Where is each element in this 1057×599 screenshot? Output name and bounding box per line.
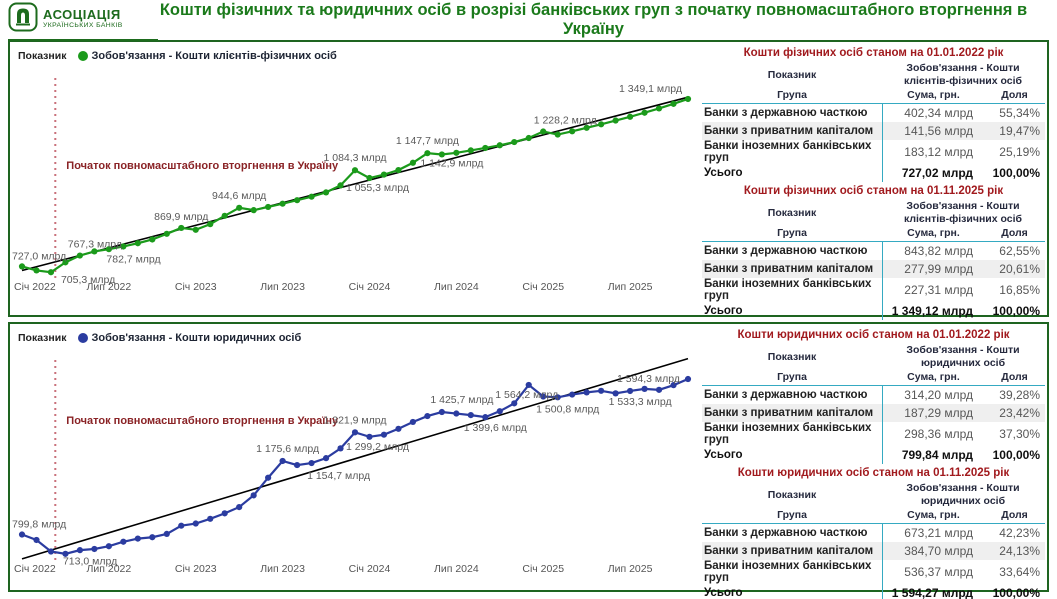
group-cell: Банки з державною часткою <box>704 389 868 401</box>
data-point[interactable] <box>424 413 430 419</box>
aub-logo <box>8 2 158 41</box>
share-cell: 100,00% <box>992 166 1040 180</box>
data-point[interactable] <box>468 412 474 418</box>
data-label: 869,9 млрд <box>154 210 209 223</box>
data-point[interactable] <box>164 231 170 237</box>
data-point[interactable] <box>670 101 676 107</box>
invasion-annotation: Початок повномасштабного вторгнення в Україну <box>66 415 339 427</box>
indicator-header: Показник <box>767 489 817 501</box>
table-row[interactable] <box>702 260 1045 278</box>
data-point[interactable] <box>453 150 459 156</box>
data-point[interactable] <box>410 160 416 166</box>
data-point[interactable] <box>598 121 604 127</box>
data-point[interactable] <box>613 117 619 123</box>
x-axis-tick: Січ 2025 <box>522 281 565 293</box>
share-cell: 20,61% <box>999 262 1040 276</box>
logo-line1: АСОЦІАЦІЯ <box>43 7 121 23</box>
data-label: 1 321,9 млрд <box>323 414 387 427</box>
data-point[interactable] <box>178 523 184 529</box>
individuals-tables-column <box>700 42 1047 318</box>
individuals-table-2025 <box>702 182 1045 320</box>
data-point[interactable] <box>627 388 633 394</box>
share-cell: 16,85% <box>999 283 1040 297</box>
table-row[interactable] <box>702 278 1045 302</box>
table-row[interactable] <box>702 542 1045 560</box>
data-label: 944,6 млрд <box>212 189 267 202</box>
data-point[interactable] <box>453 410 459 416</box>
data-point[interactable] <box>555 131 561 137</box>
data-point[interactable] <box>193 227 199 233</box>
data-point[interactable] <box>207 516 213 522</box>
data-point[interactable] <box>381 432 387 438</box>
data-point[interactable] <box>468 147 474 153</box>
share-cell: 25,19% <box>999 145 1040 159</box>
chart-legend <box>10 324 700 352</box>
data-point[interactable] <box>222 510 228 516</box>
share-cell: 24,13% <box>999 544 1040 558</box>
data-label: 1 055,3 млрд <box>345 182 409 195</box>
data-point[interactable] <box>482 414 488 420</box>
group-cell: Банки з приватним капіталом <box>704 545 874 557</box>
x-axis-tick: Лип 2024 <box>433 281 479 293</box>
legal-entities-table-2025 <box>702 464 1045 599</box>
data-point[interactable] <box>33 537 39 543</box>
data-point[interactable] <box>294 197 300 203</box>
data-point[interactable] <box>149 534 155 540</box>
amount-cell: 227,31 млрд <box>882 278 985 302</box>
data-point[interactable] <box>178 225 184 231</box>
amount-cell: 141,56 млрд <box>882 122 985 140</box>
table-header <box>702 481 1045 509</box>
data-point[interactable] <box>511 400 517 406</box>
amount-cell: 298,36 млрд <box>882 422 985 446</box>
data-point[interactable] <box>569 391 575 397</box>
indicator-header: Показник <box>767 207 817 219</box>
group-cell: Банки іноземних банківських груп <box>704 422 872 446</box>
group-cell: Банки іноземних банківських груп <box>704 560 872 584</box>
table-row[interactable] <box>702 242 1045 260</box>
x-axis-tick: Лип 2022 <box>86 281 132 293</box>
data-point[interactable] <box>222 213 228 219</box>
data-point[interactable] <box>685 96 691 102</box>
table-header <box>702 61 1045 89</box>
data-point[interactable] <box>410 419 416 425</box>
data-point[interactable] <box>135 536 141 542</box>
legend-series-dot[interactable] <box>78 333 88 343</box>
amount-cell: 187,29 млрд <box>882 404 985 422</box>
data-label: 1 228,2 млрд <box>533 114 597 127</box>
x-axis-tick: Лип 2025 <box>607 563 653 575</box>
data-point[interactable] <box>482 145 488 151</box>
individuals-chart-column <box>10 42 700 315</box>
legal-entities-tables-column <box>700 324 1047 599</box>
table-row[interactable] <box>702 446 1045 464</box>
table-row[interactable] <box>702 422 1045 446</box>
data-point[interactable] <box>106 543 112 549</box>
amount-cell: 536,37 млрд <box>882 560 985 584</box>
table-header <box>702 199 1045 227</box>
column-headers: Група Сума, грн. Доля <box>702 227 1045 242</box>
x-axis-tick: Лип 2025 <box>607 281 653 293</box>
table-header <box>702 343 1045 371</box>
data-point[interactable] <box>251 207 257 213</box>
data-point[interactable] <box>251 492 257 498</box>
logo-line2: УКРАЇНСЬКИХ БАНКІВ <box>43 22 123 30</box>
data-point[interactable] <box>294 462 300 468</box>
x-axis-tick: Січ 2024 <box>348 281 391 293</box>
data-point[interactable] <box>135 240 141 246</box>
x-axis-tick: Січ 2022 <box>14 563 56 575</box>
data-point[interactable] <box>656 387 662 393</box>
group-cell: Банки з приватним капіталом <box>704 263 874 275</box>
indicator-value-header: Зобов'язання - Кошти юридичних осіб <box>906 481 1020 507</box>
table-title: Кошти юридичних осіб станом на 01.11.2025 рік <box>737 467 1010 479</box>
data-point[interactable] <box>265 475 271 481</box>
data-label: 1 142,9 млрд <box>420 157 484 170</box>
group-cell: Усього <box>704 587 743 599</box>
data-label: 1 533,3 млрд <box>608 395 672 408</box>
legend-indicator-label: Показник <box>18 50 67 62</box>
table-row[interactable] <box>702 302 1045 320</box>
data-point[interactable] <box>193 520 199 526</box>
funds-individuals-line-chart[interactable] <box>10 70 700 315</box>
data-label: 1 147,7 млрд <box>395 135 459 148</box>
data-point[interactable] <box>77 547 83 553</box>
indicator-value-header: Зобов'язання - Кошти клієнтів-фізичних осіб <box>903 61 1023 87</box>
data-point[interactable] <box>584 389 590 395</box>
share-cell: 62,55% <box>999 244 1040 258</box>
legal-entities-chart-column <box>10 324 700 590</box>
trend-line <box>22 359 688 559</box>
legend-series-name[interactable]: Зобов'язання - Кошти юридичних осіб <box>91 332 302 344</box>
share-cell: 100,00% <box>992 586 1040 599</box>
data-label: 799,8 млрд <box>12 518 67 531</box>
data-point[interactable] <box>352 167 358 173</box>
x-axis-tick: Січ 2023 <box>174 281 217 293</box>
data-point[interactable] <box>439 409 445 415</box>
table-row[interactable] <box>702 140 1045 164</box>
data-label: 713,0 млрд <box>62 555 118 568</box>
data-point[interactable] <box>265 204 271 210</box>
data-point[interactable] <box>323 189 329 195</box>
table-title: Кошти юридичних осіб станом на 01.01.2022 рік <box>737 329 1010 341</box>
amount-cell: 673,21 млрд <box>882 524 985 542</box>
data-point[interactable] <box>497 408 503 414</box>
data-point[interactable] <box>424 150 430 156</box>
data-point[interactable] <box>569 128 575 134</box>
share-cell: 100,00% <box>992 304 1040 318</box>
indicator-value-header: Зобов'язання - Кошти клієнтів-фізичних осіб <box>903 199 1023 225</box>
x-axis-tick: Лип 2022 <box>86 563 132 575</box>
amount-cell: 727,02 млрд <box>882 164 985 182</box>
data-point[interactable] <box>526 135 532 141</box>
page-title: Кошти фізичних та юридичних осіб в розрізі банківських груп з початку повномасштабного вторгнення в Україну <box>159 1 1028 38</box>
data-point[interactable] <box>236 205 242 211</box>
group-cell: Банки з приватним капіталом <box>704 407 874 419</box>
amount-cell: 314,20 млрд <box>882 386 985 404</box>
data-label: 1 154,7 млрд <box>307 470 371 483</box>
group-cell: Банки з державною часткою <box>704 527 868 539</box>
aub-logo-icon <box>8 2 38 37</box>
data-point[interactable] <box>395 426 401 432</box>
data-label: 782,7 млрд <box>106 253 161 266</box>
data-point[interactable] <box>236 504 242 510</box>
data-point[interactable] <box>48 269 54 275</box>
amount-cell: 1 349,12 млрд <box>882 302 985 320</box>
data-point[interactable] <box>598 388 604 394</box>
table-row[interactable] <box>702 560 1045 584</box>
share-cell: 33,64% <box>999 565 1040 579</box>
x-axis-tick: Січ 2022 <box>14 281 56 293</box>
data-point[interactable] <box>685 376 691 382</box>
funds-legal-entities-line-chart[interactable] <box>10 352 700 590</box>
share-cell: 39,28% <box>999 388 1040 402</box>
data-label: 1 594,3 млрд <box>616 373 680 386</box>
data-label: 1 564,2 млрд <box>495 388 559 401</box>
x-axis-tick: Лип 2023 <box>260 563 305 575</box>
group-cell: Банки з державною часткою <box>704 245 868 257</box>
data-label: 727,0 млрд <box>12 250 67 263</box>
group-cell: Банки іноземних банківських груп <box>704 278 872 302</box>
indicator-header: Показник <box>767 69 817 81</box>
data-label: 1 399,6 млрд <box>463 422 527 435</box>
indicator-value-header: Зобов'язання - Кошти юридичних осіб <box>906 343 1020 369</box>
table-row[interactable] <box>702 404 1045 422</box>
amount-cell: 384,70 млрд <box>882 542 985 560</box>
column-headers: Група Сума, грн. Доля <box>702 89 1045 104</box>
column-headers: Група Сума, грн. Доля <box>702 509 1045 524</box>
share-cell: 55,34% <box>999 106 1040 120</box>
x-axis-tick: Січ 2023 <box>174 563 217 575</box>
x-axis-tick: Лип 2023 <box>260 281 305 293</box>
data-point[interactable] <box>308 194 314 200</box>
data-point[interactable] <box>352 429 358 435</box>
data-point[interactable] <box>280 458 286 464</box>
table-row[interactable] <box>702 584 1045 599</box>
table-title: Кошти фізичних осіб станом на 01.01.2022 рік <box>743 47 1004 59</box>
data-point[interactable] <box>366 434 372 440</box>
data-point[interactable] <box>366 175 372 181</box>
chart-legend <box>10 42 700 70</box>
data-point[interactable] <box>511 139 517 145</box>
data-point[interactable] <box>149 236 155 242</box>
data-point[interactable] <box>381 172 387 178</box>
x-axis-tick: Січ 2024 <box>348 563 391 575</box>
data-point[interactable] <box>120 539 126 545</box>
legal-entities-panel <box>8 322 1049 599</box>
data-point[interactable] <box>323 455 329 461</box>
data-point[interactable] <box>19 531 25 537</box>
share-cell: 19,47% <box>999 124 1040 138</box>
group-cell: Банки з приватним капіталом <box>704 125 874 137</box>
x-axis-tick: Січ 2025 <box>522 563 565 575</box>
data-label: 1 299,2 млрд <box>345 440 409 453</box>
data-point[interactable] <box>48 548 54 554</box>
group-cell: Банки з державною часткою <box>704 107 868 119</box>
data-label: 1 349,1 млрд <box>618 82 682 95</box>
x-axis-tick: Лип 2024 <box>433 563 479 575</box>
data-point[interactable] <box>337 182 343 188</box>
individuals-panel <box>8 40 1049 317</box>
group-cell: Усього <box>704 167 743 179</box>
amount-cell: 843,82 млрд <box>882 242 985 260</box>
table-row[interactable] <box>702 104 1045 122</box>
legend-indicator-label: Показник <box>18 332 67 344</box>
share-cell: 23,42% <box>999 406 1040 420</box>
data-label: 767,3 млрд <box>67 238 123 251</box>
data-point[interactable] <box>641 110 647 116</box>
indicator-header: Показник <box>767 351 817 363</box>
page-header <box>0 0 1057 38</box>
column-headers: Група Сума, грн. Доля <box>702 371 1045 386</box>
group-cell: Усього <box>704 305 743 317</box>
table-row[interactable] <box>702 386 1045 404</box>
amount-cell: 277,99 млрд <box>882 260 985 278</box>
legend-series-name[interactable]: Зобов'язання - Кошти клієнтів-фізичних осіб <box>91 50 337 62</box>
share-cell: 100,00% <box>992 448 1040 462</box>
data-label: 1 425,7 млрд <box>430 394 494 407</box>
share-cell: 42,23% <box>999 526 1040 540</box>
data-point[interactable] <box>77 252 83 258</box>
group-cell: Банки іноземних банківських груп <box>704 140 872 164</box>
data-label: 1 084,3 млрд <box>323 152 387 165</box>
data-point[interactable] <box>497 142 503 148</box>
data-label: 705,3 млрд <box>60 274 116 287</box>
data-point[interactable] <box>33 267 39 273</box>
table-row[interactable] <box>702 122 1045 140</box>
amount-cell: 799,84 млрд <box>882 446 985 464</box>
individuals-table-2022 <box>702 44 1045 182</box>
group-cell: Усього <box>704 449 743 461</box>
legal-entities-table-2022 <box>702 326 1045 464</box>
table-row[interactable] <box>702 164 1045 182</box>
legend-series-dot[interactable] <box>78 51 88 61</box>
data-label: 1 175,6 млрд <box>256 442 320 455</box>
share-cell: 37,30% <box>999 427 1040 441</box>
data-point[interactable] <box>308 460 314 466</box>
amount-cell: 1 594,27 млрд <box>882 584 985 599</box>
data-point[interactable] <box>91 546 97 552</box>
data-point[interactable] <box>395 167 401 173</box>
data-point[interactable] <box>19 263 25 269</box>
data-point[interactable] <box>526 382 532 388</box>
table-title: Кошти фізичних осіб станом на 01.11.2025 рік <box>743 185 1004 197</box>
amount-cell: 183,12 млрд <box>882 140 985 164</box>
table-row[interactable] <box>702 524 1045 542</box>
data-point[interactable] <box>164 531 170 537</box>
invasion-annotation: Початок повномасштабного вторгнення в Україну <box>66 160 339 172</box>
amount-cell: 402,34 млрд <box>882 104 985 122</box>
data-point[interactable] <box>540 128 546 134</box>
data-point[interactable] <box>627 114 633 120</box>
data-point[interactable] <box>280 201 286 207</box>
data-point[interactable] <box>337 445 343 451</box>
data-label: 1 500,8 млрд <box>536 403 600 416</box>
data-point[interactable] <box>656 105 662 111</box>
data-point[interactable] <box>641 386 647 392</box>
